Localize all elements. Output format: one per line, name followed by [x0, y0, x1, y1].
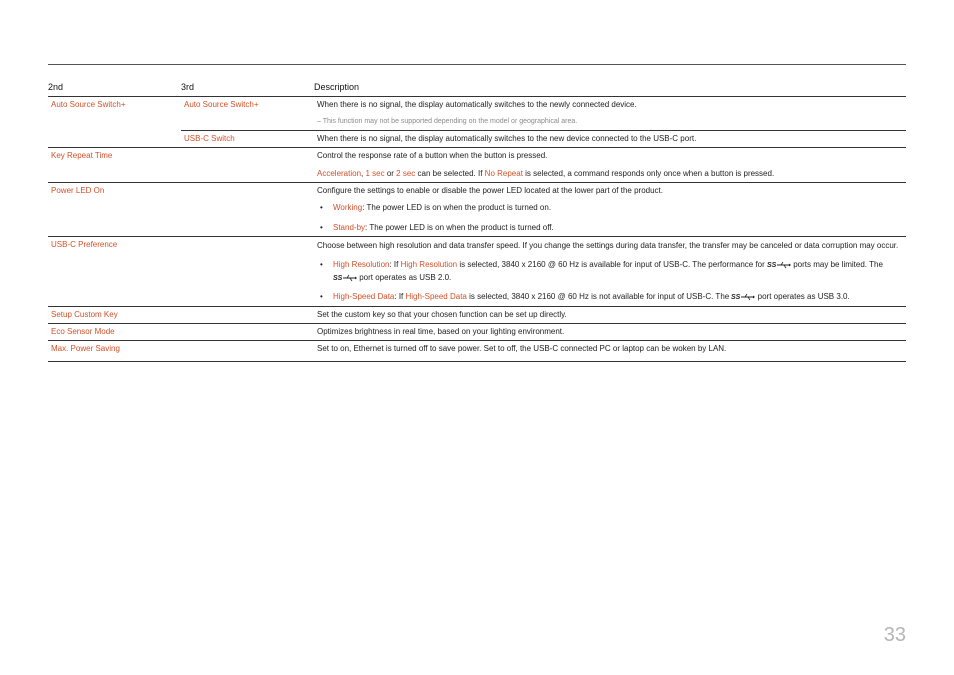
option-high-resolution: High Resolution	[333, 260, 390, 269]
option-no-repeat: No Repeat	[484, 169, 523, 178]
option-high-speed-data-ref: High-Speed Data	[405, 292, 467, 301]
hr-text-c: ports may be limited. The	[791, 260, 883, 269]
usb-c-bullet-high-resolution	[317, 258, 904, 284]
option-2-sec: 2 sec	[396, 169, 416, 178]
key-repeat-options	[317, 168, 904, 179]
working-text: : The power LED is on when the product is turned on.	[362, 203, 552, 212]
key-repeat-description: Control the response rate of a button when the button is pressed.	[317, 151, 548, 160]
table-header-row	[48, 65, 906, 97]
standby-text: : The power LED is on when the product is turned off.	[365, 223, 554, 232]
option-acceleration: Acceleration	[317, 169, 362, 178]
auto-source-note: ‒ This function may not be supported depending on the model or geographical area.	[317, 118, 578, 125]
submenu-item-usb-c-switch[interactable]: USB-C Switch	[184, 134, 235, 143]
option-stand-by: Stand-by	[333, 223, 366, 232]
usb-superspeed-icon	[767, 260, 791, 269]
table-row	[48, 307, 906, 324]
power-led-description: Configure the settings to enable or disable the power LED located at the lower part of the product.	[317, 186, 663, 195]
header-2nd: 2nd	[48, 82, 64, 92]
option-working: Working	[333, 203, 363, 212]
hsd-text-a: : If	[394, 292, 406, 301]
table-row	[48, 324, 906, 341]
option-1-sec: 1 sec	[365, 169, 385, 178]
menu-item-eco-sensor-mode[interactable]: Eco Sensor Mode	[51, 327, 115, 336]
header-3rd: 3rd	[181, 82, 195, 92]
menu-item-auto-source-switch[interactable]: Auto Source Switch+	[51, 100, 126, 109]
menu-item-key-repeat-time[interactable]: Key Repeat Time	[51, 151, 113, 160]
setup-custom-key-description: Set the custom key so that your chosen function can be set up directly.	[317, 310, 567, 319]
settings-table-page	[48, 64, 906, 362]
table-row	[48, 148, 906, 183]
table-row	[48, 183, 906, 237]
usb-superspeed-icon	[333, 273, 357, 282]
svg-text:SS: SS	[333, 275, 343, 283]
auto-source-description: When there is no signal, the display automatically switches to the newly connected device.	[317, 100, 637, 109]
menu-item-max-power-saving[interactable]: Max. Power Saving	[51, 344, 120, 353]
key-repeat-mid: can be selected. If	[415, 169, 485, 178]
svg-text:SS: SS	[731, 294, 741, 302]
submenu-item-auto-source-switch[interactable]: Auto Source Switch+	[184, 100, 259, 109]
max-power-saving-description: Set to on, Ethernet is turned off to save power. Set to off, the USB-C connected PC or laptop can be woken by LAN.	[317, 344, 727, 353]
usb-c-preference-description: Choose between high resolution and data transfer speed. If you change the settings during data transfer, the transfer may be canceled or data corruption may occur.	[317, 241, 899, 250]
eco-sensor-description: Optimizes brightness in real time, based on your lighting environment.	[317, 327, 565, 336]
table-row	[48, 237, 906, 307]
usb-c-bullet-high-speed-data	[317, 290, 904, 303]
power-led-bullet-working	[317, 202, 904, 213]
menu-item-usb-c-preference[interactable]: USB-C Preference	[51, 240, 118, 249]
table-row	[48, 341, 906, 362]
key-repeat-end: is selected, a command responds only once when a button is pressed.	[522, 169, 775, 178]
usb-superspeed-icon	[731, 292, 755, 301]
hsd-text-b: is selected, 3840 x 2160 @ 60 Hz is not available for input of USB-C. The	[466, 292, 732, 301]
hr-text-b: is selected, 3840 x 2160 @ 60 Hz is available for input of USB-C. The performance for	[457, 260, 767, 269]
menu-item-setup-custom-key[interactable]: Setup Custom Key	[51, 310, 118, 319]
key-repeat-sep1: ,	[361, 169, 366, 178]
power-led-bullet-standby	[317, 222, 904, 233]
settings-table	[48, 65, 906, 362]
hr-text-d: port operates as USB 2.0.	[357, 273, 452, 282]
hsd-text-c: port operates as USB 3.0.	[755, 292, 850, 301]
option-high-resolution-ref: High Resolution	[400, 260, 458, 269]
svg-text:SS: SS	[767, 262, 777, 270]
menu-item-power-led-on[interactable]: Power LED On	[51, 186, 105, 195]
hr-text-a: : If	[389, 260, 401, 269]
usb-c-switch-description: When there is no signal, the display automatically switches to the new device connected to the USB-C port.	[317, 134, 697, 143]
header-description: Description	[314, 82, 360, 92]
key-repeat-sep2: or	[384, 169, 397, 178]
page-number: 33	[883, 624, 906, 646]
option-high-speed-data: High-Speed Data	[333, 292, 395, 301]
table-row	[48, 97, 906, 131]
